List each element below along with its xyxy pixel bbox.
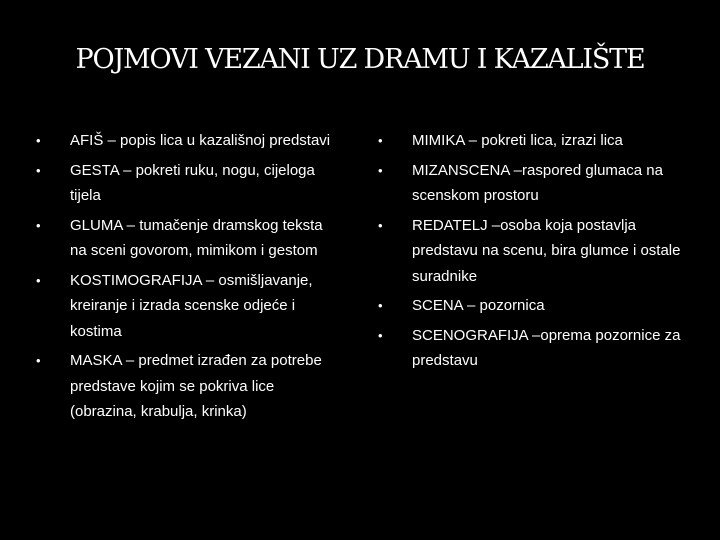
list-item-afis xyxy=(36,128,336,154)
left-term-list xyxy=(36,128,336,429)
term-label: KOSTIMOGRAFIJA xyxy=(70,271,202,289)
list-item-kostimografija xyxy=(36,268,336,345)
term-label: AFIŠ xyxy=(70,132,104,149)
term-definition: – pokreti lica, izrazi lica xyxy=(464,132,623,149)
bullet-icon: • xyxy=(378,133,383,148)
term-label: MIMIKA xyxy=(412,132,465,149)
list-item-redatelj xyxy=(378,213,684,290)
slide-title: POJMOVI VEZANI UZ DRAMU I KAZALIŠTE xyxy=(75,44,645,75)
term-label: SCENOGRAFIJA xyxy=(412,326,528,344)
bullet-icon: • xyxy=(378,298,383,313)
list-item-scenografija xyxy=(378,323,684,374)
term-label: GESTA xyxy=(70,161,119,179)
bullet-icon: • xyxy=(36,272,41,288)
term-label: GLUMA xyxy=(70,216,123,234)
list-item-gesta xyxy=(36,158,336,209)
list-item-scena xyxy=(378,293,684,319)
bullet-icon: • xyxy=(36,133,41,148)
list-item-mimika xyxy=(378,128,684,154)
term-label: SCENA xyxy=(412,297,463,314)
term-label: MIZANSCENA xyxy=(412,161,510,179)
bullet-icon: • xyxy=(378,217,383,233)
term-definition: – pokreti ruku, nogu, cijeloga tijela xyxy=(70,161,315,204)
right-term-list xyxy=(378,128,684,378)
term-definition: – osmišljavanje, kreiranje i izrada scenske odjeće i kostima xyxy=(70,271,313,340)
term-definition: –oprema pozornice za predstavu xyxy=(412,326,681,369)
term-definition: – pozornica xyxy=(462,297,545,314)
term-definition: –osoba koja postavlja predstavu na scenu, bira glumce i ostale suradnike xyxy=(412,216,681,285)
term-definition: –raspored glumaca na scenskom prostoru xyxy=(412,161,663,204)
bullet-icon: • xyxy=(36,217,41,233)
bullet-icon: • xyxy=(36,353,41,368)
bullet-icon: • xyxy=(36,162,41,178)
bullet-icon: • xyxy=(378,327,383,343)
term-label: REDATELJ xyxy=(412,216,488,234)
list-item-maska xyxy=(36,348,336,425)
bullet-icon: • xyxy=(378,162,383,178)
list-item-gluma xyxy=(36,213,336,264)
term-definition: – tumačenje dramskog teksta na sceni govorom, mimikom i gestom xyxy=(70,216,323,259)
term-definition: – popis lica u kazališnoj predstavi xyxy=(103,132,331,149)
term-definition: – predmet izrađen za potrebe predstave kojim se pokriva lice (obrazina, krabulja, krinka) xyxy=(70,352,322,420)
term-label: MASKA xyxy=(70,352,122,369)
list-item-mizanscena xyxy=(378,158,684,209)
